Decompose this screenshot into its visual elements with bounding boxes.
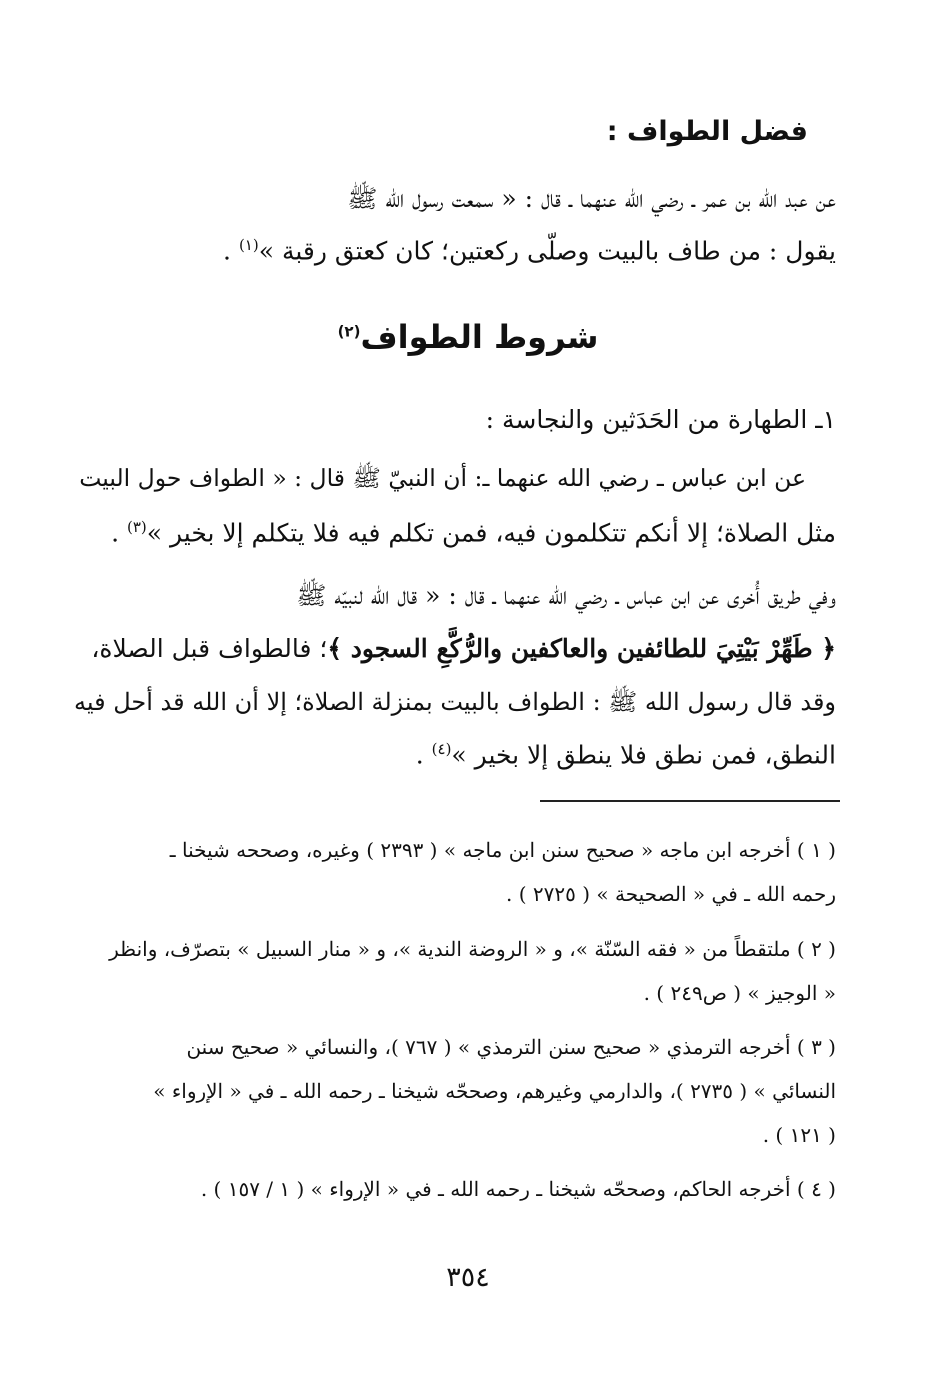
footnote-2: « الوجيز » ( ص٢٤٩ ) .: [643, 981, 836, 1005]
page-title: [0, 318, 936, 356]
footnote-2: ( ٢ ) ملتقطاً من « فقه السّنّة »، و « الروضة الندية »، و « منار السبيل » بتصرّف، وانظر: [109, 937, 836, 961]
hadith-line: عن ابن عباس ـ رضي الله عنهما ـ: أن النبيّ ﷺ قال : « الطواف حول البيت: [79, 464, 806, 492]
footnote-marker: (٣): [126, 518, 147, 536]
footnote-marker: (٢): [337, 322, 361, 341]
section-heading: فضل الطواف :: [606, 116, 808, 147]
hadith-line: [416, 740, 836, 769]
title-text: شروط الطواف: [360, 318, 599, 356]
hadith-line: وقد قال رسول الله ﷺ : الطواف بالبيت بمنزلة الصلاة؛ إلا أن الله قد أحل فيه: [74, 688, 836, 716]
footnote-1: ( ١ ) أخرجه ابن ماجه « صحيح سنن ابن ماجه » ( ٢٣٩٣ ) وغيره، وصححه شيخنا ـ: [169, 838, 836, 862]
hadith-text: ؛ فالطواف قبل الصلاة،: [91, 634, 328, 663]
hadith-line: عن عبد الله بن عمر ـ رضي الله عنهما ـ قال : « سمعت رسول الله ﷺ: [347, 184, 836, 213]
hadith-line: [223, 236, 836, 265]
footnote-4: ( ٤ ) أخرجه الحاكم، وصححّه شيخنا ـ رحمه الله ـ في « الإرواء » ( ١ / ١٥٧ ) .: [200, 1177, 836, 1201]
hadith-line: [111, 518, 836, 547]
punctuation: .: [223, 236, 239, 266]
punctuation: .: [415, 740, 432, 770]
quran-line: [91, 634, 836, 663]
footnote-1: رحمه الله ـ في « الصحيحة » ( ٢٧٢٥ ) .: [506, 882, 836, 906]
footnote-marker: (٤): [431, 740, 452, 758]
punctuation: .: [111, 518, 127, 548]
footnote-3: ( ١٢١ ) .: [762, 1123, 836, 1147]
quran-verse: ﴿ طَهِّرْ بَيْتِيَ للطائفين والعاكفين والرُّكَّعِ السجود ﴾: [327, 634, 836, 663]
hadith-text: النطق، فمن نطق فلا ينطق إلا بخير »: [451, 740, 836, 770]
footnote-separator: [540, 800, 840, 802]
footnote-marker: (١): [238, 236, 259, 254]
page-number: ٣٥٤: [446, 1262, 490, 1293]
hadith-text: يقول : من طاف بالبيت وصلّى ركعتين؛ كان كعتق رقبة »: [258, 236, 836, 266]
hadith-line: وفي طريق أُخرى عن ابن عباس ـ رضي الله عنهما ـ قال : « قال الله لنبيّه ﷺ: [296, 581, 836, 610]
hadith-text: مثل الصلاة؛ إلا أنكم تتكلمون فيه، فمن تكلم فيه فلا يتكلم إلا بخير »: [146, 518, 836, 548]
condition-heading: ١ـ الطهارة من الحَدَثين والنجاسة :: [485, 405, 836, 434]
footnote-3: النسائي » ( ٢٧٣٥ )، والدارمي وغيرهم، وصححّه شيخنا ـ رحمه الله ـ في « الإرواء »: [153, 1079, 836, 1103]
footnote-3: ( ٣ ) أخرجه الترمذي « صحيح سنن الترمذي » ( ٧٦٧ )، والنسائي « صحيح سنن: [186, 1035, 836, 1059]
